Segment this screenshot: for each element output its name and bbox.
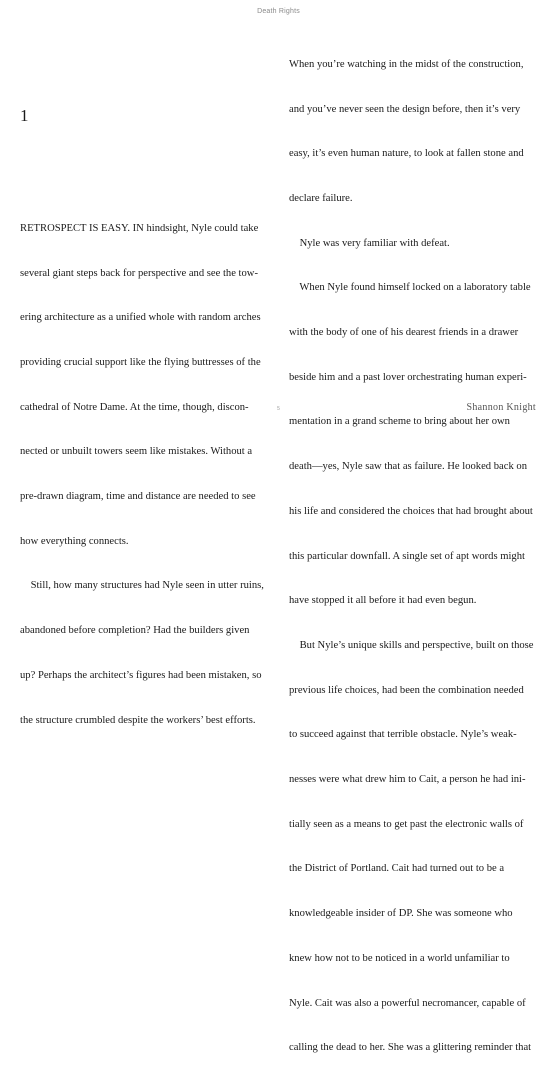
text-line: calling the dead to her. She was a glittering reminder that — [289, 1042, 532, 1054]
right-page-text — [289, 28, 541, 1086]
text-line: with the body of one of his dearest friends in a drawer — [289, 327, 519, 339]
text-line: abandoned before completion? Had the builders given — [20, 625, 250, 637]
text-line: and you’ve never seen the design before, then it’s very — [289, 103, 521, 115]
text-line: When Nyle found himself locked on a laboratory table — [289, 282, 531, 294]
text-line: knew how not to be noticed in a world unfamiliar to — [289, 952, 510, 964]
text-line: his life and considered the choices that had brought about — [289, 505, 533, 517]
text-line: easy, it’s even human nature, to look at fallen stone and — [289, 148, 524, 160]
text-line: previous life choices, had been the combination needed — [289, 684, 524, 696]
page-number: 5 — [277, 406, 280, 412]
running-head: Death Rights — [257, 8, 300, 15]
text-line: death—yes, Nyle saw that as failure. He looked back on — [289, 461, 527, 473]
text-line: providing crucial support like the flying buttresses of the — [20, 356, 261, 368]
chapter-number: 1 — [20, 106, 29, 125]
text-line: When you’re watching in the midst of the construction, — [289, 58, 524, 70]
text-line: the structure crumbled despite the workers’ best efforts. — [20, 714, 256, 726]
text-line: ering architecture as a unified whole with random arches — [20, 312, 261, 324]
author-name: Shannon Knight — [466, 402, 536, 413]
text-line: RETROSPECT IS EASY. IN hindsight, Nyle could take — [20, 222, 259, 234]
text-line: nesses were what drew him to Cait, a person he had ini- — [289, 774, 526, 786]
text-line: nected or unbuilt towers seem like mistakes. Without a — [20, 446, 253, 458]
text-line: mentation in a grand scheme to bring about her own — [289, 416, 510, 428]
text-line: declare failure. — [289, 192, 353, 204]
text-line: beside him and a past lover orchestrating human experi- — [289, 371, 527, 383]
left-page-text — [20, 192, 270, 758]
text-line: to succeed against that terrible obstacle. Nyle’s weak- — [289, 729, 517, 741]
text-line: this particular downfall. A single set of apt words might — [289, 550, 525, 562]
text-line: But Nyle’s unique skills and perspective, built on those — [289, 639, 534, 651]
text-line: cathedral of Notre Dame. At the time, though, discon- — [20, 401, 249, 413]
text-line: how everything connects. — [20, 535, 129, 547]
text-line: several giant steps back for perspective and see the tow- — [20, 267, 258, 279]
text-line: Nyle was very familiar with defeat. — [289, 237, 450, 249]
text-line: have stopped it all before it had even begun. — [289, 595, 477, 607]
text-line: pre-drawn diagram, time and distance are needed to see — [20, 491, 256, 503]
text-line: tially seen as a means to get past the electronic walls of — [289, 818, 524, 830]
text-line: knowledgeable insider of DP. She was someone who — [289, 908, 513, 920]
text-line: up? Perhaps the architect’s figures had been mistaken, so — [20, 669, 262, 681]
text-line: Nyle. Cait was also a powerful necromancer, capable of — [289, 997, 526, 1009]
text-line: Still, how many structures had Nyle seen in utter ruins, — [20, 580, 264, 592]
text-line: the District of Portland. Cait had turned out to be a — [289, 863, 505, 875]
